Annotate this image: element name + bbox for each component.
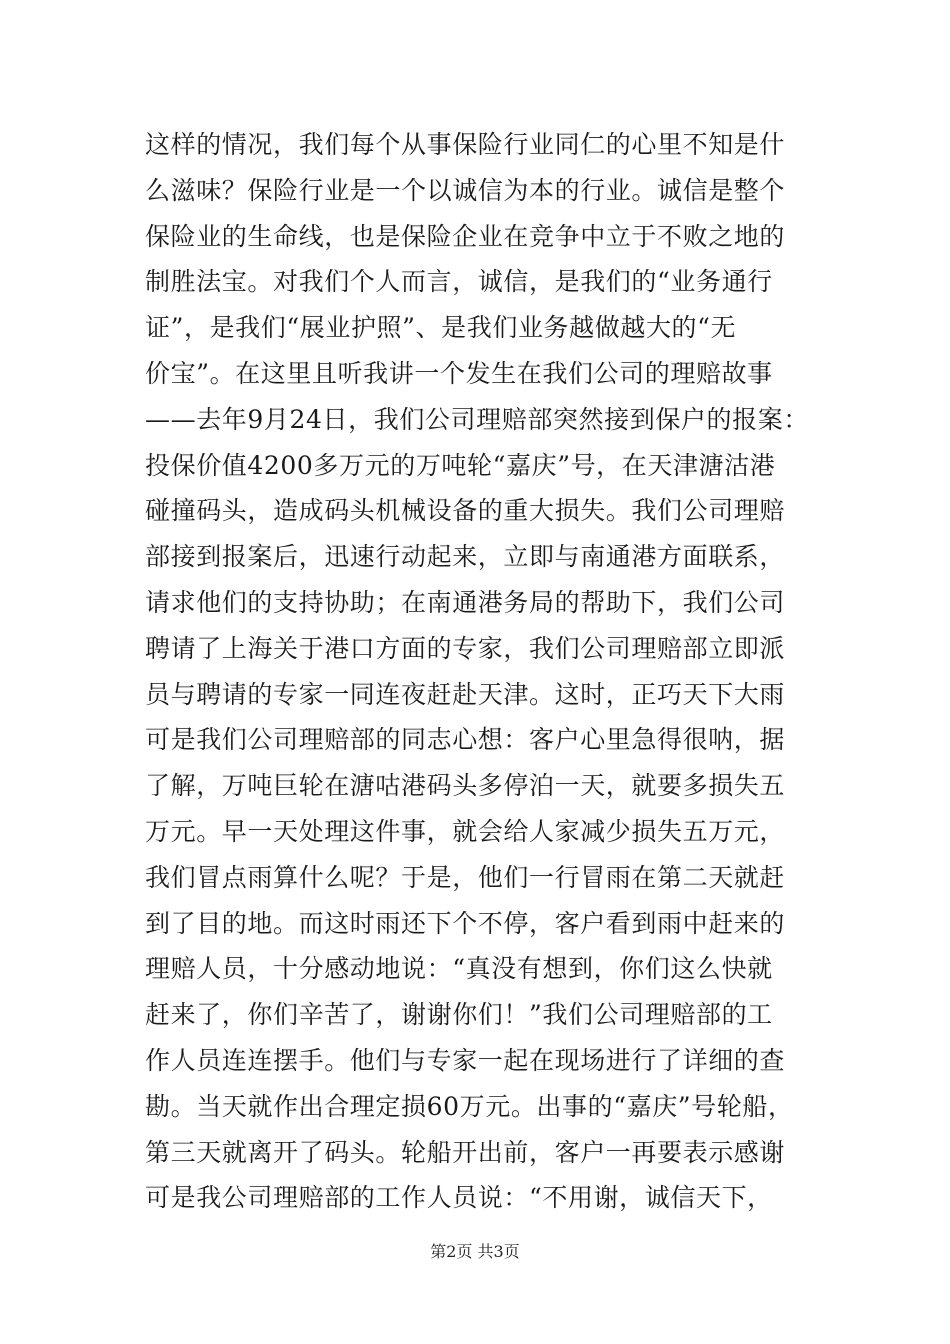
text-line: 么滋味？保险行业是一个以诚信为本的行业。诚信是整个 (145, 175, 786, 205)
text-line: 碰撞码头，造成码头机械设备的重大损失。我们公司理赔 (145, 496, 786, 526)
body-text (145, 122, 825, 1221)
text-line: 投保价值4200多万元的万吨轮“嘉庆”号，在天津溏沽港 (145, 450, 776, 480)
text-line: 聘请了上海关于港口方面的专家，我们公司理赔部立即派 (145, 633, 786, 663)
text-line: ——去年9月24日，我们公司理赔部突然接到保户的报案： (145, 404, 809, 434)
text-line: 证”，是我们“展业护照”、是我们业务越做越大的“无 (145, 313, 737, 343)
text-line: 作人员连连摆手。他们与专家一起在现场进行了详细的查 (145, 1045, 786, 1075)
text-line: 保险业的生命线，也是保险企业在竞争中立于不败之地的 (145, 221, 786, 251)
text-line: 了解，万吨巨轮在溏咕港码头多停泊一天，就要多损失五 (145, 771, 786, 801)
text-line: 可是我公司理赔部的工作人员说：“不用谢，诚信天下， (145, 1183, 773, 1213)
text-line: 我们冒点雨算什么呢？于是，他们一行冒雨在第二天就赶 (145, 862, 786, 892)
text-line: 赶来了，你们辛苦了，谢谢你们！”我们公司理赔部的工 (145, 1000, 773, 1030)
text-line: 可是我们公司理赔部的同志心想：客户心里急得很呐，据 (145, 725, 786, 755)
text-line: 勘。当天就作出合理定损60万元。出事的“嘉庆”号轮船， (145, 1091, 794, 1121)
text-line: 员与聘请的专家一同连夜赶赴天津。这时，正巧天下大雨 (145, 679, 786, 709)
text-line: 这样的情况，我们每个从事保险行业同仁的心里不知是什 (145, 130, 786, 159)
text-line: 制胜法宝。对我们个人而言，诚信，是我们的“业务通行 (145, 267, 773, 297)
page-number-footer: 第2页 共3页 (430, 1242, 520, 1261)
text-line: 价宝”。在这里且听我讲一个发生在我们公司的理赔故事 (145, 358, 773, 388)
text-line: 部接到报案后，迅速行动起来，立即与南通港方面联系， (145, 542, 786, 572)
text-line: 到了目的地。而这时雨还下个不停，客户看到雨中赶来的 (145, 908, 786, 938)
text-line: 理赔人员，十分感动地说：“真没有想到，你们这么快就 (145, 954, 773, 984)
text-line: 第三天就离开了码头。轮船开出前，客户一再要表示感谢 (145, 1137, 786, 1167)
text-line: 请求他们的支持协助；在南通港务局的帮助下，我们公司 (145, 587, 786, 617)
text-line: 万元。早一天处理这件事，就会给人家减少损失五万元， (145, 816, 786, 846)
